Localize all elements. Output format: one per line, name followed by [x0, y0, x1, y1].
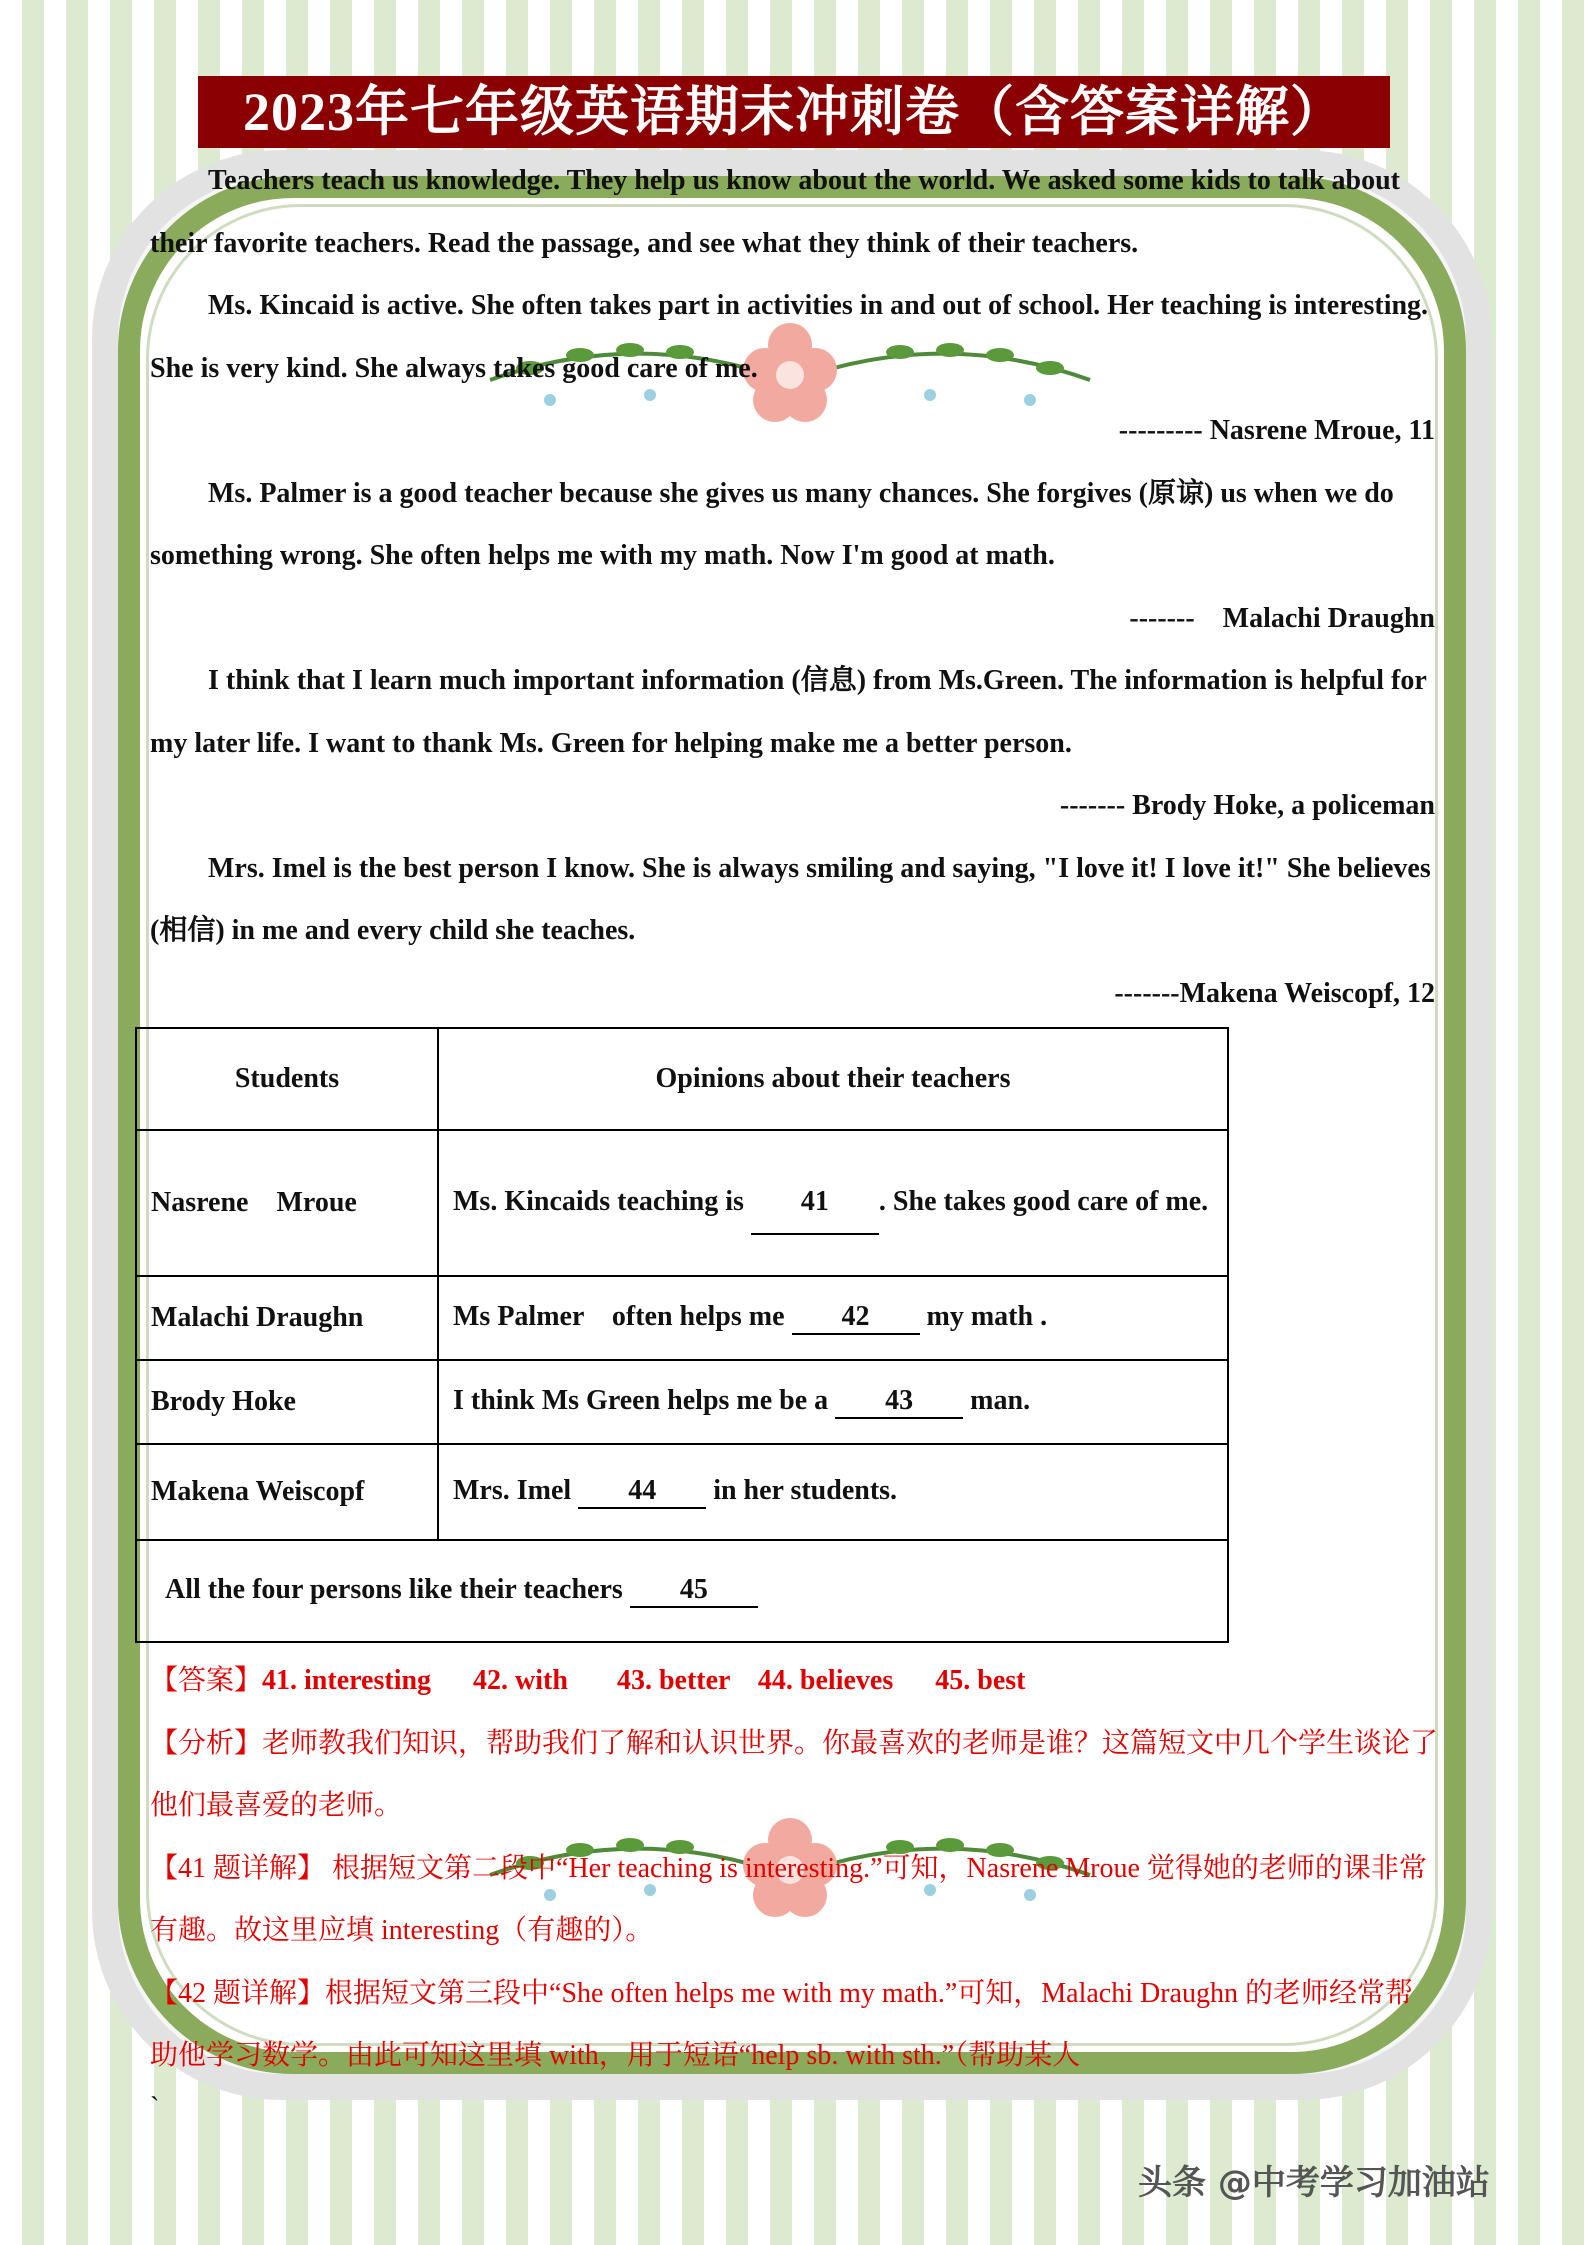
blank-42: 42 — [792, 1301, 920, 1335]
analysis-paragraph — [150, 1713, 1440, 1838]
table-header-opinions: Opinions about their teachers — [438, 1028, 1228, 1130]
signature-nasrene: --------- Nasrene Mroue, 11 — [1118, 415, 1435, 446]
passage-para-imel: Mrs. Imel is the best person I know. She is always smiling and saying, "I love it! I love it!" She believes (相信) in me and every child she teaches. — [150, 852, 1431, 946]
passage — [150, 150, 1435, 1025]
passage-para-palmer: Ms. Palmer is a good teacher because she gives us many chances. She forgives (原谅) us when we do something wrong. She often helps me with my math. Now I'm good at math. — [150, 477, 1394, 571]
opinion-text: Ms. Kincaids teaching is — [453, 1186, 751, 1217]
opinions-table — [135, 1027, 1229, 1643]
answer-line — [150, 1650, 1440, 1713]
signature-malachi: ------- Malachi Draughn — [1129, 602, 1435, 634]
answer-key: 41. interesting 42. with 43. better 44. believes 45. best — [262, 1665, 1026, 1696]
watermark: 头条 @中考学习加油站 — [1138, 2163, 1490, 2203]
table-cell-opinion — [438, 1444, 1228, 1540]
q42-tag: 【42 题详解】 — [150, 1977, 326, 2009]
page-title: 2023年七年级英语期末冲刺卷（含答案详解） — [198, 76, 1390, 148]
signature-brody: ------- Brody Hoke, a policeman — [1059, 790, 1435, 821]
opinion-text: Ms Palmer often helps me — [453, 1301, 792, 1332]
table-cell-student: Brody Hoke — [136, 1360, 438, 1444]
answer-section — [150, 1650, 1440, 2128]
opinion-text: I think Ms Green helps me be a — [453, 1385, 836, 1416]
passage-para-green: I think that I learn much important information (信息) from Ms.Green. The information is helpful for my later life. I want to thank Ms. Green for helping make me a better person. — [150, 665, 1427, 759]
opinion-text: in her students. — [706, 1475, 898, 1506]
table-footer-row — [136, 1540, 1228, 1642]
opinion-text: man. — [963, 1385, 1031, 1416]
opinion-text: . She takes good care of me. — [878, 1186, 1209, 1217]
opinion-text: my math . — [919, 1301, 1048, 1332]
table-cell-student: Makena Weiscopf — [136, 1444, 438, 1540]
blank-43: 43 — [835, 1385, 963, 1419]
trailing-mark: ` — [150, 2091, 160, 2123]
blank-45: 45 — [630, 1574, 758, 1608]
q41-text: 根据短文第二段中“Her teaching is interesting.”可知，Nasrene Mroue 觉得她的老师的课非常有趣。故这里应填 interesting（有趣的）。 — [150, 1852, 1427, 1946]
table-header-students: Students — [136, 1028, 438, 1130]
analysis-tag: 【分析】 — [150, 1727, 263, 1759]
answer-tag: 【答案】 — [150, 1665, 263, 1696]
blank-44: 44 — [578, 1475, 706, 1509]
passage-para-kincaid: Ms. Kincaid is active. She often takes part in activities in and out of school. Her teaching is interesting. She is very kind. She always takes good care of me. — [150, 290, 1429, 384]
opinion-text: All the four persons like their teachers — [165, 1574, 630, 1605]
table-cell-opinion — [438, 1276, 1228, 1360]
q41-explanation — [150, 1838, 1440, 1963]
table-cell-opinion — [438, 1130, 1228, 1276]
passage-intro: Teachers teach us knowledge. They help us know about the world. We asked some kids to talk about their favorite teachers. Read the passage, and see what they think of their teachers. — [150, 165, 1401, 259]
table-cell-student: Nasrene Mroue — [136, 1130, 438, 1276]
table-cell-student: Malachi Draughn — [136, 1276, 438, 1360]
table-cell-opinion — [438, 1360, 1228, 1444]
q42-explanation — [150, 1963, 1440, 2088]
analysis-text: 老师教我们知识，帮助我们了解和认识世界。你最喜欢的老师是谁？这篇短文中几个学生谈论了他们最喜爱的老师。 — [150, 1727, 1439, 1821]
opinion-text: Mrs. Imel — [453, 1475, 579, 1506]
q41-tag: 【41 题详解】 — [150, 1852, 326, 1884]
signature-makena: -------Makena Weiscopf, 12 — [1114, 977, 1435, 1009]
blank-41: 41 — [751, 1171, 879, 1235]
q42-text: 根据短文第三段中“She often helps me with my math.”可知，Malachi Draughn 的老师经常帮助他学习数学。由此可知这里填 with，用于短语“help sb. with sth.”（帮助某人 — [150, 1977, 1413, 2071]
